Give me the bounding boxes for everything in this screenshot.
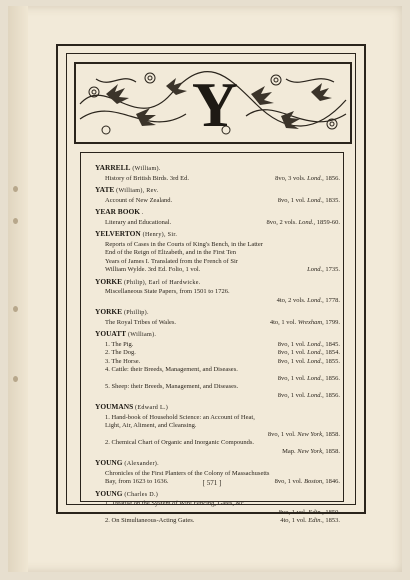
page-spine [8, 6, 28, 572]
bibliography-entry [95, 185, 340, 205]
entry-line [95, 414, 340, 423]
entry-title-text: Bay, from 1623 to 1636. [105, 478, 169, 485]
page-border [56, 44, 366, 524]
entry-line [95, 383, 340, 392]
binding-hole [13, 186, 18, 192]
entry-title-text: 5. Sheep: their Breeds, Management, and Diseases. [105, 383, 239, 390]
entry-place: Lond. [307, 357, 323, 365]
entry-title-text: Light, Air, Aliment, and Cleansing. [105, 422, 197, 429]
bibliography-entry [95, 307, 340, 327]
bibliography-entry [95, 163, 340, 183]
entry-heading [95, 163, 340, 175]
entry-year: , 1835. [322, 196, 340, 204]
entry-year: , 1858. [322, 430, 340, 438]
entry-line [95, 219, 340, 228]
drop-cap-letter: Y [191, 69, 239, 140]
entry-year: , 1853. [322, 517, 340, 524]
entry-title-text: 2. On Simultaneous-Acting Gates. [105, 517, 195, 524]
book-page [8, 6, 402, 572]
entry-heading [95, 185, 340, 197]
entry-line [95, 366, 340, 375]
entry-title-text: 3. The Horse. [105, 357, 141, 365]
entry-year: , 1856. [322, 374, 340, 382]
entry-heading [95, 307, 340, 319]
entry-publication [278, 375, 340, 384]
entry-line [95, 266, 340, 275]
entry-title-text [105, 431, 268, 440]
entry-format: 8vo, 1 vol. [277, 374, 306, 382]
entry-title-text [105, 448, 282, 457]
entry-line [95, 422, 340, 431]
entries-panel [80, 152, 344, 524]
entry-publication [278, 197, 340, 206]
entry-title-text: 1. The Pig. [105, 340, 134, 348]
entry-heading [95, 329, 340, 341]
entry-format: 8vo, 2 vols. [266, 218, 297, 226]
bibliography-entry [95, 489, 340, 526]
ornamental-headpiece [74, 62, 352, 144]
entry-publication [277, 297, 340, 306]
entry-heading [95, 229, 340, 241]
entry-line [95, 358, 340, 367]
entry-line [95, 319, 340, 328]
author-surname: YOUATT [95, 329, 127, 338]
entry-format: 8vo, 1 vol. [277, 357, 306, 365]
entry-publication [278, 349, 340, 358]
author-given-name: (Phillip). [123, 310, 149, 316]
entry-heading [95, 458, 340, 470]
entry-line [95, 297, 340, 306]
entry-format: 4to, 1 vol. [269, 318, 297, 326]
entry-line [95, 375, 340, 384]
entry-title-text: 1. Hand-book of Household Science: an Account of Heat, [105, 413, 255, 421]
entry-line [95, 392, 340, 401]
entry-place: New York [297, 447, 323, 455]
entry-title-text: Literary and Educational. [105, 218, 172, 226]
entry-title-text: Years of James I. Translated from the French of Sir [105, 257, 238, 265]
entry-title-text [105, 375, 278, 384]
entry-place: Edin. [308, 508, 323, 516]
entry-publication [268, 431, 340, 440]
entry-title-text: Chronicles of the First Planters of the Colony of Massachusetts [105, 469, 270, 477]
entry-line [95, 448, 340, 457]
entry-place: Lond. [307, 340, 323, 348]
entry-format: 4to, 2 vols. [276, 296, 306, 304]
entry-line [95, 288, 340, 297]
entry-publication [307, 266, 340, 275]
author-given-name: (Henry), Sir. [142, 232, 178, 238]
entry-heading [95, 402, 340, 414]
entry-format: 8vo, 1 vol. [267, 430, 296, 438]
author-given-name: (William). [127, 332, 157, 338]
bibliography-entry [95, 229, 340, 275]
entry-year: , 1846. [322, 478, 340, 485]
entry-format: 8vo, 1 vol. [277, 340, 306, 348]
entry-line [95, 509, 340, 518]
entry-year: , 1778. [322, 296, 340, 304]
author-given-name: (Philip), Earl of Hardwicke. [123, 279, 201, 286]
entry-year: , 1799. [322, 318, 340, 326]
entry-format: 8vo, 1 vol. [277, 391, 306, 399]
entry-year: , 1850. [322, 508, 340, 516]
entry-format: 8vo, 1 vol. [277, 349, 306, 356]
entry-title-text: History of British Birds. 3rd Ed. [105, 174, 189, 182]
entry-title-text: William Wylde. 3rd Ed. Folio, 1 vol. [105, 266, 201, 273]
entry-title-text: End of the Reign of Elizabeth, and in the First Ten [105, 249, 237, 256]
entry-title-text: 2. Chemical Chart of Organic and Inorganic Compounds. [105, 439, 255, 446]
author-given-name: (Alexander). [124, 461, 159, 467]
entry-line [95, 439, 340, 448]
entry-line [95, 349, 340, 358]
entry-year: , 1855. [322, 357, 340, 365]
entry-format: 4to, 1 vol. [280, 517, 307, 524]
entry-title-text: Account of New Zealand. [105, 196, 173, 204]
author-surname: YELVERTON [95, 229, 141, 238]
entry-format: 8vo, 1 vol. [277, 196, 306, 204]
entry-line [95, 175, 340, 184]
entry-place: Lond. [307, 391, 323, 399]
author-surname: YOUNG [95, 488, 123, 498]
entry-year: , 1856. [322, 391, 340, 399]
author-given-name: (Edward L.) [135, 405, 169, 411]
entry-line [95, 258, 340, 267]
entry-line [95, 341, 340, 350]
entry-line [95, 470, 340, 479]
bibliography-entry [95, 402, 340, 456]
entry-heading [95, 277, 340, 289]
entry-title-text: Reports of Cases in the Courts of King's Bench, in the Latter [105, 240, 263, 248]
entry-publication [275, 175, 340, 184]
author-surname: YARRELL [95, 163, 131, 172]
entry-publication [282, 448, 340, 457]
author-surname: YATE [95, 185, 115, 194]
entry-title-text: 4. Cattle: their Breeds, Management, and Diseases. [105, 366, 238, 373]
bibliography-entries [95, 163, 340, 528]
entry-line [95, 500, 340, 509]
bibliography-entry [95, 329, 340, 400]
entry-publication [278, 341, 340, 350]
author-surname: YORKE [95, 307, 123, 316]
entry-place: Edin. [308, 517, 323, 524]
entry-line [95, 517, 340, 526]
entry-format: 8vo, 3 vols. [275, 174, 306, 182]
entry-year: , 1735. [322, 266, 340, 273]
entry-place: Wrexham [297, 318, 323, 326]
entry-place: Lond. [307, 296, 323, 304]
entry-year: , 1859-60. [313, 218, 340, 226]
entry-place: Boston [304, 478, 323, 485]
entry-place: Lond. [307, 196, 323, 204]
author-surname: YEAR BOOK [95, 207, 140, 216]
entry-line [95, 197, 340, 206]
page-number: [ 571 ] [202, 479, 222, 487]
bibliography-entry [95, 207, 340, 227]
entry-place: Lond. [307, 374, 323, 382]
entry-year: , 1856. [322, 174, 340, 182]
entry-format: 8vo, 1 vol. [274, 478, 303, 485]
author-given-name: (William), Rev. [116, 188, 159, 194]
entry-heading [95, 207, 340, 219]
entry-publication [280, 517, 340, 526]
entry-place: Lond. [307, 266, 323, 273]
author-given-name: (William). [132, 166, 161, 172]
entry-format: 8vo, 1 vol. [278, 508, 307, 516]
entry-publication [278, 392, 340, 401]
entry-title-text: 1. Treatise on the System of Wire Fencing, Gates, &c. [105, 500, 246, 507]
entry-format: Map. [282, 447, 296, 455]
binding-hole [13, 218, 18, 224]
entry-place: Lond. [307, 349, 323, 356]
entry-title-text [105, 509, 279, 518]
entry-place: Lond. [307, 174, 323, 182]
entry-title-text: Miscellaneous State Papers, from 1501 to 1726. [105, 288, 230, 295]
author-surname: YORKE [95, 276, 123, 286]
entry-place: New York [297, 430, 323, 438]
entry-year: , 1854. [322, 349, 340, 356]
entry-line [95, 431, 340, 440]
entry-title-text [105, 297, 277, 306]
entry-heading [95, 489, 340, 501]
entry-publication [270, 319, 340, 328]
entry-year: , 1858. [322, 447, 340, 455]
bibliography-entry [95, 277, 340, 306]
author-surname: YOUMANS [95, 402, 134, 411]
entry-publication [279, 509, 340, 518]
author-given-name: . [141, 210, 144, 216]
binding-hole [13, 306, 18, 312]
entry-publication [278, 358, 340, 367]
entry-title-text: The Royal Tribes of Wales. [105, 318, 177, 326]
entry-place: Lond. [298, 218, 314, 226]
author-surname: YOUNG [95, 458, 123, 467]
author-given-name: (Charles D.) [124, 491, 159, 498]
binding-hole [13, 376, 18, 382]
entry-line [95, 241, 340, 250]
entry-publication [266, 219, 340, 228]
entry-title-text [105, 392, 278, 401]
entry-line [95, 249, 340, 258]
entry-year: , 1845. [322, 340, 340, 348]
entry-title-text: 2. The Dog. [105, 349, 136, 356]
